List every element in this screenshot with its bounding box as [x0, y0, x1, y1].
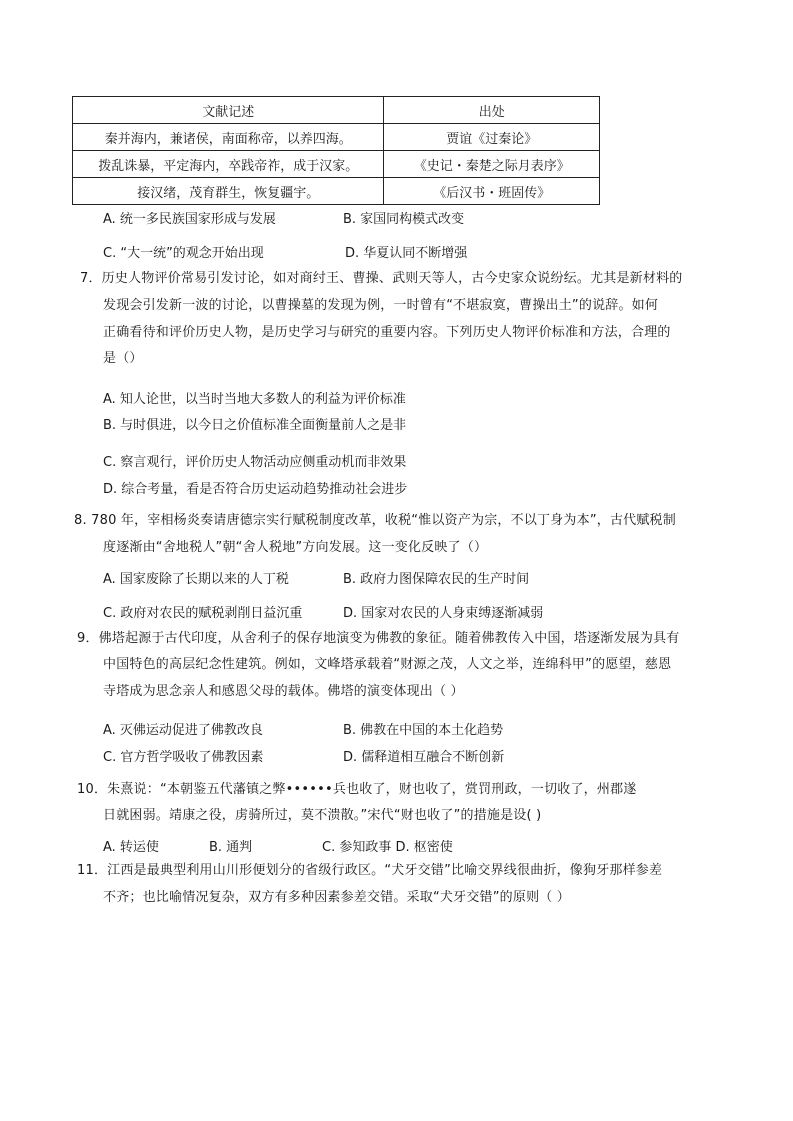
source-table — [72, 96, 600, 205]
q6-option-a: A. 统一多民族国家形成与发展 — [103, 212, 276, 227]
table-header-cell: 文献记述 — [73, 97, 384, 124]
q9-option-a: A. 灭佛运动促进了佛教改良 — [103, 723, 263, 738]
table-cell: 拨乱诛暴，平定海内，卒践帝祚，成于汉家。 — [73, 151, 384, 178]
table-header-cell: 出处 — [384, 97, 600, 124]
table-cell: 《后汉书・班固传》 — [384, 178, 600, 205]
table-cell: 秦并海内，兼诸侯，南面称帝，以养四海。 — [73, 124, 384, 151]
q7-stem-line: 发现会引发新一波的讨论，以曹操墓的发现为例，一时曾有“不堪寂寞，曹操出土”的说辞。如何 — [103, 298, 659, 313]
q10-stem-line: 10．朱熹说：“本朝鉴五代藩镇之弊••••••兵也收了，财也收了，赏罚刑政，一切收了，州郡遂 — [77, 782, 637, 797]
q11-stem-line: 不齐；也比喻情况复杂，双方有多种因素参差交错。采取“犬牙交错”的原则（ ） — [103, 890, 571, 905]
q6-option-b: B. 家国同构模式改变 — [343, 212, 465, 227]
q8-option-d: D. 国家对农民的人身束缚逐渐减弱 — [343, 606, 544, 621]
q9-option-d: D. 儒释道相互融合不断创新 — [343, 750, 505, 765]
table-cell: 贾谊《过秦论》 — [384, 124, 600, 151]
q7-option-c: C. 察言观行，评价历史人物活动应侧重动机而非效果 — [103, 455, 407, 470]
q6-option-c: C. “大一统”的观念开始出现 — [103, 246, 264, 261]
q10-option-a: A. 转运使 — [103, 840, 159, 855]
q7-stem-line: 正确看待和评价历史人物，是历史学习与研究的重要内容。下列历史人物评价标准和方法，合理的 — [103, 325, 671, 340]
q7-option-a: A. 知人论世，以当时当地大多数人的利益为评价标准 — [103, 392, 406, 407]
q7-stem-line: 7．历史人物评价常易引发讨论，如对商纣王、曹操、武则天等人，古今史家众说纷纭。尤其是新材料的 — [80, 271, 683, 286]
q10-option-cd: C. 参知政事 D. 枢密使 — [322, 840, 453, 855]
table-row — [73, 124, 600, 151]
q9-stem-line: 中国特色的高层纪念性建筑。例如，文峰塔承载着“财源之茂，人文之举，连绵科甲”的愿望，慈恩 — [103, 657, 672, 672]
q8-option-b: B. 政府力图保障农民的生产时间 — [343, 572, 530, 587]
q10-stem-line: 日就困弱。靖康之役，虏骑所过，莫不溃散。”宋代“财也收了”的措施是设( ) — [103, 808, 542, 823]
q8-stem-line: 度逐渐由“舍地税人”朝“舍人税地”方向发展。这一变化反映了（） — [103, 540, 488, 555]
q8-stem-line: 8. 780 年，宰相杨炎奏请唐德宗实行赋税制度改革，收税“惟以资产为宗，不以丁身为本”，古代赋税制 — [74, 513, 676, 528]
table-row — [73, 151, 600, 178]
q9-stem-line: 寺塔成为思念亲人和感恩父母的载体。佛塔的演变体现出（ ） — [103, 684, 464, 699]
q9-stem-line: 9．佛塔起源于古代印度，从舍利子的保存地演变为佛教的象征。随着佛教传入中国，塔逐渐发展为具有 — [77, 631, 680, 646]
q6-option-d: D. 华夏认同不断增强 — [345, 246, 468, 261]
q10-option-b: B. 通判 — [209, 840, 253, 855]
q9-option-b: B. 佛教在中国的本土化趋势 — [343, 723, 504, 738]
table-cell: 接汉绪，茂育群生，恢复疆宇。 — [73, 178, 384, 205]
q7-option-d: D. 综合考量，看是否符合历史运动趋势推动社会进步 — [103, 482, 408, 497]
table-row — [73, 178, 600, 205]
table-cell: 《史记・秦楚之际月表序》 — [384, 151, 600, 178]
q7-stem-line: 是（） — [103, 351, 143, 366]
q9-option-c: C. 官方哲学吸收了佛教因素 — [103, 750, 264, 765]
q8-option-a: A. 国家废除了长期以来的人丁税 — [103, 572, 289, 587]
q11-stem-line: 11．江西是最典型利用山川形便划分的省级行政区。“犬牙交错”比喻交界线很曲折，像狗牙那样参差 — [77, 863, 663, 878]
table-header-row — [73, 97, 600, 124]
q8-option-c: C. 政府对农民的赋税剥削日益沉重 — [103, 606, 303, 621]
q7-option-b: B. 与时俱进，以今日之价值标准全面衡量前人之是非 — [103, 418, 407, 433]
